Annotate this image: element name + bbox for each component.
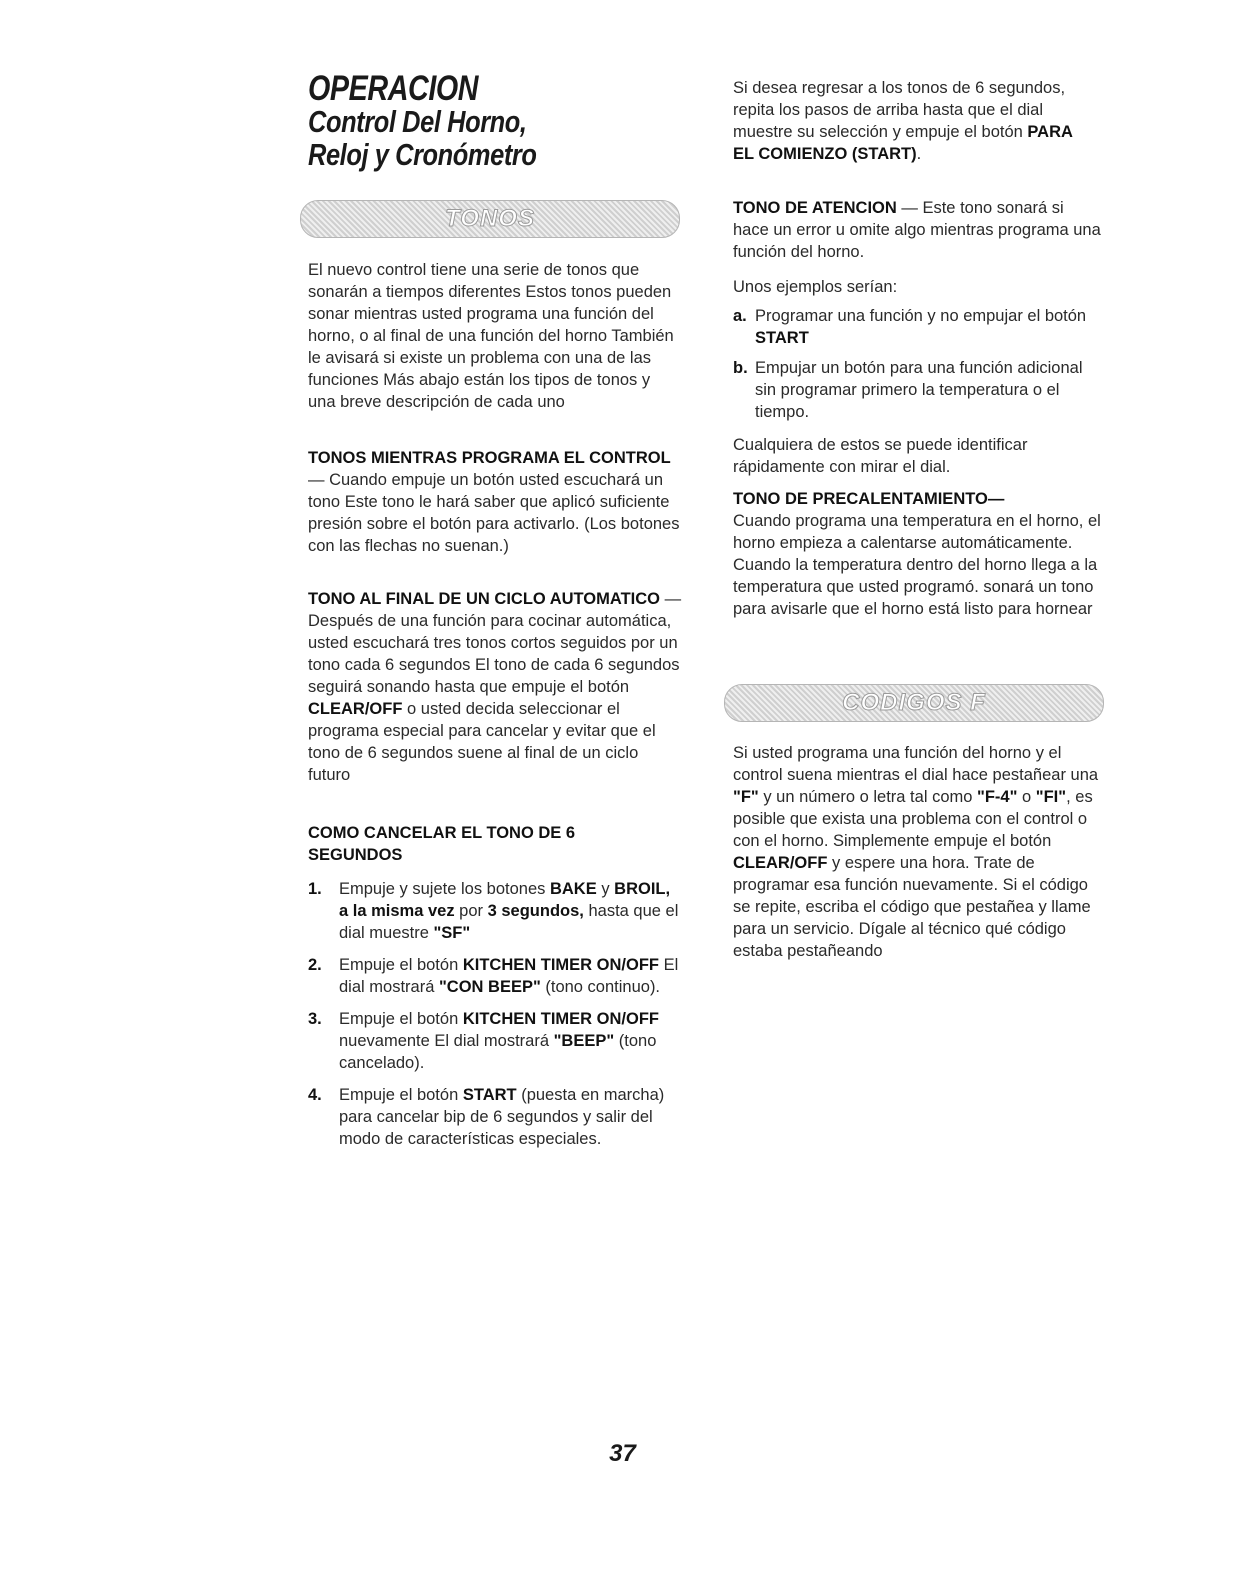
step-number: 4. bbox=[308, 1086, 322, 1104]
section-heading: TONO AL FINAL DE UN CICLO AUTOMATICO bbox=[308, 590, 660, 608]
codigos-paragraph: Si usted programa una función del horno y el control suena mientras el dial hace pestañear una "F" y un número o letra tal como "F-4" o "FI", es posible que exista una problema con el control o con el horno. Simplemente empuje el botón CLEAR/OFF y espere una hora. Trate de programar esa función nuevamente. Si el código se repite, escriba el código que pestañea y llame para un servicio. Dígale al técnico qué código estaba pestañeando bbox=[733, 744, 1099, 960]
codigos-banner-label: CODIGOS F bbox=[842, 689, 986, 716]
codigos-banner bbox=[724, 684, 1104, 722]
section-heading: TONO DE PRECALENTAMIENTO— bbox=[733, 490, 1005, 508]
section-tono-final bbox=[308, 588, 683, 786]
section-heading: TONO DE ATENCION bbox=[733, 199, 897, 217]
list-item bbox=[308, 1008, 683, 1074]
regresar-paragraph: Si desea regresar a los tonos de 6 segundos, repita los pasos de arriba hasta que el dial muestre su selección y empuje el botón PARA EL COMIENZO (START). bbox=[733, 79, 1073, 163]
cancel-heading-text: COMO CANCELAR EL TONO DE 6 SEGUNDOS bbox=[308, 824, 576, 864]
examples-label: Unos ejemplos serían: bbox=[733, 278, 898, 296]
example-text: Empujar un botón para una función adicional sin programar primero la temperatura o el tiempo. bbox=[755, 359, 1083, 421]
tono-precalentamiento bbox=[733, 488, 1103, 620]
title-line-2: Control Del Horno, bbox=[308, 104, 527, 139]
examples-list bbox=[733, 305, 1103, 433]
tono-atencion bbox=[733, 197, 1103, 263]
title-line-3: Reloj y Cronómetro bbox=[308, 137, 537, 172]
example-letter: a. bbox=[733, 307, 747, 325]
section-text: Cuando programa una temperatura en el horno, el horno empieza a calentarse automáticamente. Cuando la temperatura dentro del horno llega a la temperatura que usted programó. sonará un tono para avisarle que el horno está listo para hornear bbox=[733, 512, 1101, 618]
list-item bbox=[733, 357, 1103, 423]
section-text: — Después de una función para cocinar automática, usted escuchará tres tonos cortos seguidos por un tono cada 6 segundos El tono de cada 6 segundos seguirá sonando hasta que empuje el botón bbox=[308, 590, 682, 696]
cancel-steps bbox=[308, 878, 683, 1160]
example-text: Programar una función y no empujar el botón START bbox=[755, 307, 1087, 347]
start-label: PARA EL COMIENZO (START) bbox=[733, 123, 1073, 163]
tonos-banner-label: TONOS bbox=[445, 205, 535, 232]
step-number: 1. bbox=[308, 880, 322, 898]
step-text: Empuje el botón START (puesta en marcha) para cancelar bip de 6 segundos y salir del modo de características especiales. bbox=[339, 1086, 665, 1148]
list-item bbox=[308, 954, 683, 998]
step-number: 2. bbox=[308, 956, 322, 974]
section-text: o usted decida seleccionar el programa especial para cancelar y evitar que el tono de 6 segundos suene al final de un ciclo futuro bbox=[308, 700, 656, 784]
list-item bbox=[733, 305, 1103, 349]
step-text: Empuje el botón KITCHEN TIMER ON/OFF El dial mostrará "CON BEEP" (tono continuo). bbox=[339, 956, 679, 996]
intro-paragraph bbox=[308, 259, 678, 413]
example-letter: b. bbox=[733, 359, 748, 377]
section-text: — Cuando empuje un botón usted escuchará un tono Este tono le hará saber que aplicó suficiente presión sobre el botón para activarlo. (Los botones con las flechas no suenan.) bbox=[308, 471, 680, 555]
step-text: Empuje y sujete los botones BAKE y BROIL, a la misma vez por 3 segundos, hasta que el dial muestre "SF" bbox=[339, 880, 679, 942]
page-number: 37 bbox=[609, 1440, 636, 1467]
tonos-banner bbox=[300, 200, 680, 238]
step-number: 3. bbox=[308, 1010, 322, 1028]
cualquiera-paragraph: Cualquiera de estos se puede identificar rápidamente con mirar el dial. bbox=[733, 436, 1028, 476]
section-heading: TONOS MIENTRAS PROGRAMA EL CONTROL bbox=[308, 449, 671, 467]
list-item bbox=[308, 1084, 683, 1150]
step-text: Empuje el botón KITCHEN TIMER ON/OFF nuevamente El dial mostrará "BEEP" (tono cancelado). bbox=[339, 1010, 659, 1072]
page-title bbox=[308, 69, 537, 172]
title-line-1: OPERACION bbox=[308, 69, 479, 108]
section-bold: CLEAR/OFF bbox=[308, 700, 403, 718]
intro-text: El nuevo control tiene una serie de tonos que sonarán a tiempos diferentes Estos tonos pueden sonar mientras usted programa una función del horno, o al final de una función del horno También le avisará si existe un problema con una de las funciones Más abajo están los tipos de tonos y una breve descripción de cada uno bbox=[308, 261, 674, 411]
cancel-heading bbox=[308, 822, 628, 866]
section-tonos-programa bbox=[308, 447, 683, 557]
list-item bbox=[308, 878, 683, 944]
section-text: — Este tono sonará si hace un error u omite algo mientras programa una función del horno. bbox=[733, 199, 1101, 261]
